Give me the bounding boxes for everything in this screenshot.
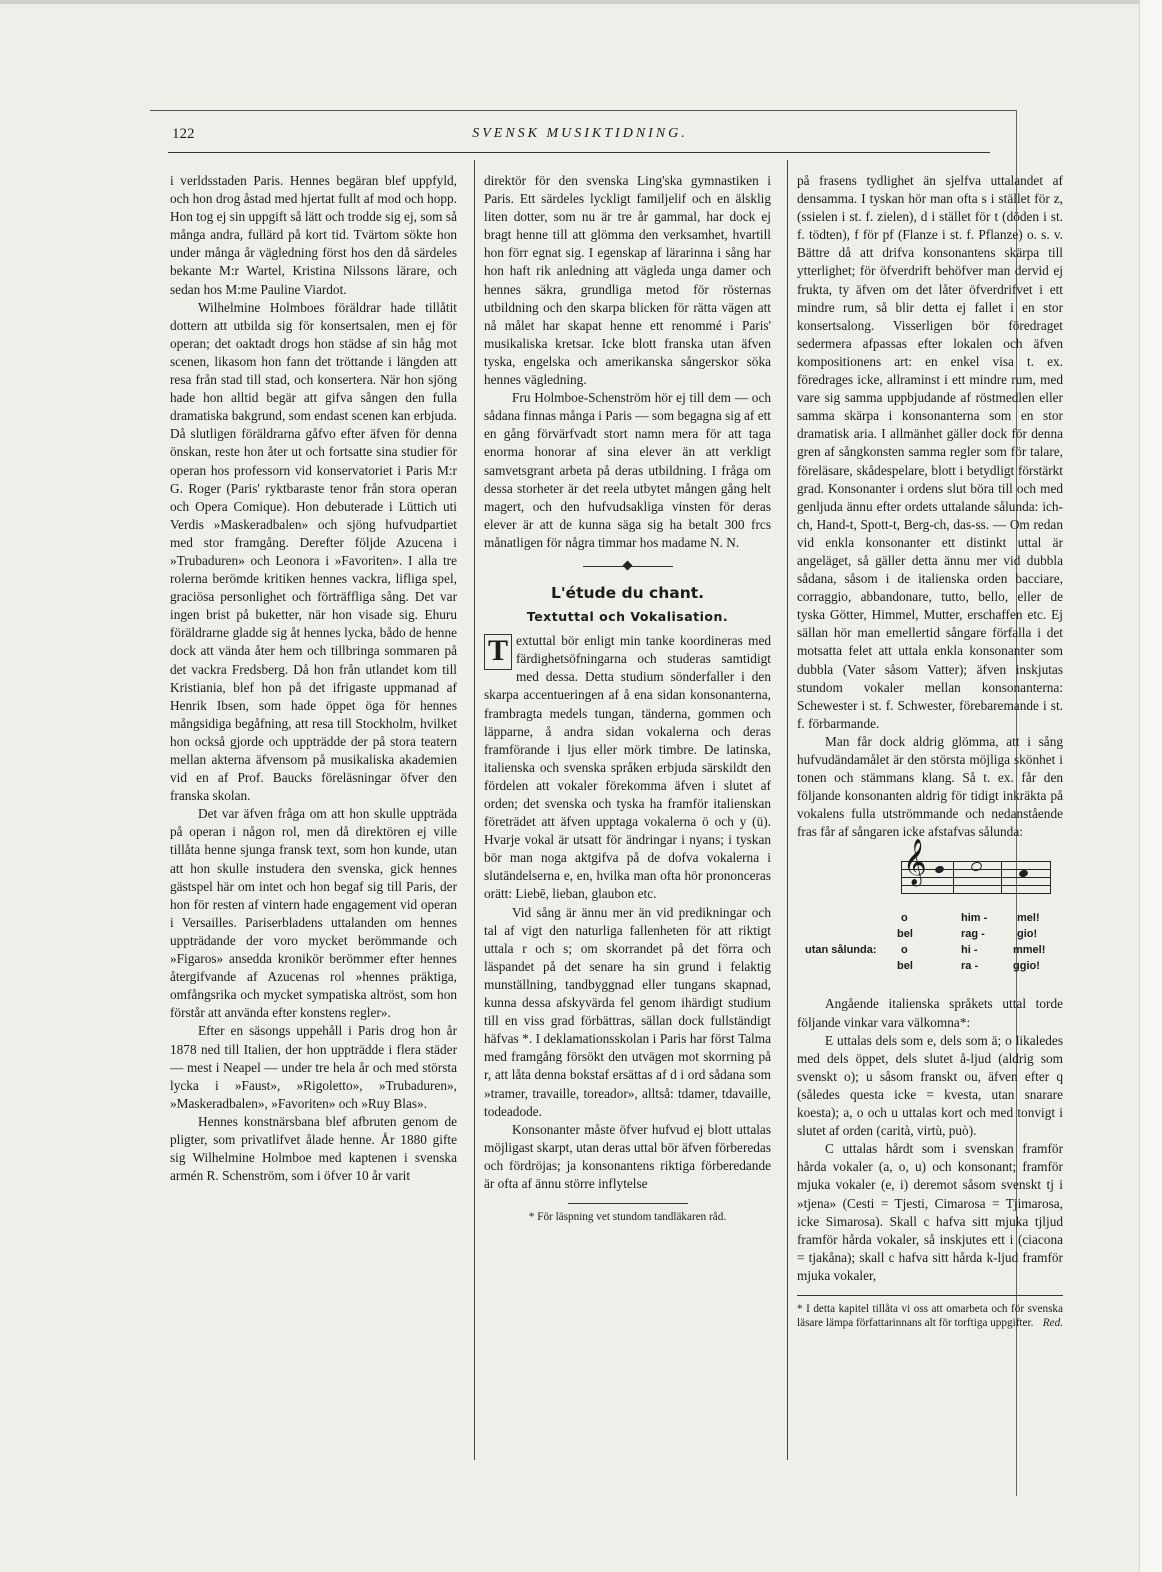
scan-edge-top xyxy=(0,0,1162,4)
lyric: bel xyxy=(897,960,913,973)
footnote: * För läspning vet stundom tandläkaren råd. xyxy=(528,1211,727,1224)
paragraph: Det var äfven fråga om att hon skulle uppträda på operan i någon rol, men då direktören ej ville tillåta henne sjunga fransk text, som hon kunde, utan att hon skulle instudera den svenska, gick hennes gästspel här om intet och hon begaf sig till Paris, der hon för resten af vintern hade engagement vid operan i Versailles. Pariserbladens uttalanden om hennes uppträdande der voro mycket berömmande och »Figaros» ansedda kronikör berömmer efter hennes återgifvande af Azucenas rol »hennes präktiga, omfångsrika och mycket sympatiska altröst, som hon förstår att använda efter konstens regler». xyxy=(170,806,457,1021)
lyric: o xyxy=(901,912,908,925)
paragraph: Wilhelmine Holmboes föräldrar hade tillåtit dottern att utbilda sig för konsertsalen, men ej för operan; det oaktadt drogs hon städse af sin håg mot scenen, likasom hon fann det tröttande i längden att resa från stad till stad, och konsertera. När hon sjöng hade hon alltid begär att gifva sången den fulla dramatiska bakgrund, som endast scenen kan erbjuda. Då slutligen föräldrarna gåfvo efter äfven för denna önskan, reste hon åter ut och fortsatte sina studier för operan hos professorn vid konservatoriet i Paris M:r G. Roger (Paris' ryktbaraste tenor från stora operan och Opera Comique). Hon debuterade i Lüttich uti Verdis »Maskeradbalen» och sjöng hufvudpartiet med stor framgång. Derefter följde Azucena i »Trubaduren» och Leonora i »Favoriten». I alla tre rolerna berömde kritiken hennes vackra, lifliga spel, graciösa personlighet och förträffliga sång. Det var ingen brist på buketter, när hon visade sig. Ehuru föräldrarne gladde sig åt hennes lycka, bådo de henne dock att vända åter hem och tillbringa sommaren på det vackra Fredsberg. Då hon från utlandet kom till Kristiania, blef hon på det ifrigaste uppmanad af Henrik Ibsen, som hade öppet öga för hennes mångsidiga begåfning, att resa till Stockholm, hvilket hon också gjorde och uppträdde der på stora teatern mellan akterna äfvensom på musikaliska akademien vid en af Prof. Baucks föreläsningar öfver den franska skolan. xyxy=(170,299,457,804)
music-note xyxy=(934,865,945,875)
footnote xyxy=(797,1302,1063,1330)
lyric: hi - xyxy=(961,944,978,957)
paragraph: Konsonanter måste öfver hufvud ej blott uttalas möjligast skarpt, utan deras uttal bör äfven förberedas och fördröjas; ja konsonantens riktiga förberedande är ofta af ännu större inflytelse xyxy=(484,1121,771,1191)
music-example xyxy=(797,839,1063,985)
paragraph: på frasens tydlighet än sjelfva uttalandet af densamma. I tyskan hör man ofta s i stället för z, (ssielen i st. f. zielen), d i stället för t (döden i st. f. tödten), f för pf (Flanze i st. f. Pflanze) o. s. v. Bättre då att drifva konsonantens skärpa till ytterlighet; för öfverdrift behöfver man dervid ej frukta, ty äfven om det låter öfverdrifvet i ett mindre rum, så blir detta ej fallet i en stor konsertsalong. Visserligen bör föredraget sedermera afpassas efter lokalen och äfven kompositionens art: en enkel visa t. ex. föredrages icke, allraminst i ett mindre rum, med vare sig samma uppbjudande af röstmedlen eller samma skärpa i konsonanterna som en stor dramatisk aria. I allmänhet gäller dock för denna gren af sångkonsten samma regler som för talare, föreläsare, skådespelare, blott i betydligt förstärkt grad. Konsonanter i ordens slut böra till och med genljuda ännu efter ordets uttalande sålunda: ich-ch, Hand-t, Spott-t, Berg-ch, das-ss. — Om redan vid enkla konsonanter ett distinkt uttal är angeläget, så gäller detta ännu mer vid dubbla sådana, såsom i de italienska orden bacciare, corraggio, abbandonare, tutto, bello, eller de tyska Götter, Himmel, Mutter, erschaffen etc. Ej sällan hör man emellertid sångare förfalla i det motsatta felet att uttala enkla konsonanter som dubbla (Vater såsom Vatter); äfven inskjutas stundom vokaler mellan konsonanterna: Schewester i st. f. Schwester, förebaremande i st. f. förbarmande. xyxy=(797,173,1063,731)
section-subtitle: Textuttal och Vokalisation. xyxy=(526,609,729,625)
column-rule-1 xyxy=(474,160,475,1460)
lyric: mmel! xyxy=(1013,944,1046,957)
lyric: bel xyxy=(897,928,913,941)
paragraph: E uttalas dels som e, dels som ä; o likaledes med dels öppet, dels slutet å-ljud (aldrig som svenskt o); u såsom franskt ou, äfven efter q (således questa icke = kvesta, utan snarare koesta); a, o och u uttalas kort och med tonvigt i slutet af orden (carità, virtù, può). xyxy=(797,1032,1063,1139)
paragraph: Angående italienska språkets uttal torde följande vinkar vara välkomna*: xyxy=(797,996,1063,1030)
page-number: 122 xyxy=(172,126,195,142)
paragraph: i verldsstaden Paris. Hennes begäran blef uppfyld, och hon drog åstad med hjertat fullt af mod och hopp. Hon tog ej sin uppgift så lätt och trodde sig ej, som så många andra, fullärd på kort tid. Tvärtom sökte hon under många år vägledning först hos den då särdeles bekante M:r Wartel, Kristina Nilssons lärare, och sedan hos M:me Pauline Viardot. xyxy=(170,173,457,297)
scan-edge-right xyxy=(1139,0,1162,1572)
paragraph-text: extuttal bör enligt min tanke koordineras med färdighetsöfningarna och studeras samtidigt med dessa. Detta studium sönderfaller i den skarpa accentueringen af å ena sidan konsonanterna, frambragta medels tungan, tänderna, gommen och läpparne, å andra sidan vokalerna och deras framförande i ljus eller mörk timbre. De latinska, italienska och svenska språken erbjuda särskildt den fördelen att vokaler förekomma äfven i slutet af orden; det svenska och tyska ha framför italienskan företrädet att äfven upptaga vokalerna ö och y (ü). Hvarje vokal är utsatt för ändringar i nyans; i tyskan bör man noga aktgifva på de dofva vokalerna i slutändelserna e, en, hvilka man ofta hör prononceras orätt: Liebē, lieban, glaubon etc. xyxy=(484,633,771,902)
lyric: ggio! xyxy=(1013,960,1040,973)
lyric: o xyxy=(901,944,908,957)
music-note xyxy=(970,861,983,873)
journal-title: SVENSK MUSIKTIDNING. xyxy=(472,126,688,141)
column-1 xyxy=(170,172,457,1185)
footnote-rule xyxy=(568,1203,688,1204)
section-divider-ornament xyxy=(583,562,673,570)
lyric: ra - xyxy=(961,960,979,973)
paragraph: C uttalas hårdt som i svenskan framför hårda vokaler (a, o, u) och konsonant; framför mjuka vokaler (e, i) deremot såsom svenskt tj i »tjena» (Cesti = Tjesti, Cimarosa = Tjimarosa, icke Simarosa). Skall c hafva sitt mjuka tjljud framför hårda vokaler, så inskjutes ett i (ciacona = tjakåna); skall c hafva sitt hårda k-ljud framför mjuka vokaler, xyxy=(797,1141,1063,1283)
lyric-label: utan sålunda: xyxy=(805,944,877,957)
column-3 xyxy=(797,172,1063,1330)
paragraph: Fru Holmboe-Schenström hör ej till dem — och sådana finnas många i Paris — som begagna sig af ett en gång förvärfvadt stort namn mera för att taga enorma honorar af sina elever än att verkligt samvetsgrant arbeta på deras utbildning. I fråga om dessa storheter är det reela utbytet mången gång helt magert, och den hufvudsakliga vinsten för deras elever är att de kunna säga sig ha betalt 300 frcs månatligen för några timmar hos madame N. N. xyxy=(484,390,771,550)
paragraph: Hennes konstnärsbana blef afbruten genom de pligter, som privatlifvet ålade henne. År 1880 gifte sig Wilhelmine Holmboe med kaptenen i svenska armén R. Schenström, som i öfver 10 år varit xyxy=(170,1113,457,1184)
running-header xyxy=(170,124,990,148)
lyric: him - xyxy=(961,912,988,925)
paragraph: Man får dock aldrig glömma, att i sång hufvudändamålet är den största möjliga skönhet i tonen och stämmans klang. Så t. ex. får den följande konsonanten aldrig för tidigt inkräkta på vokalens fulla utströmmande och nedanstående fras får af sångaren icke afstafvas sålunda: xyxy=(797,733,1063,840)
footnote-rule xyxy=(797,1295,1063,1296)
lyric: mel! xyxy=(1017,912,1040,925)
article-first-paragraph xyxy=(484,632,771,903)
header-rule xyxy=(168,152,990,153)
dropcap-letter: T xyxy=(484,634,512,670)
column-rule-2 xyxy=(787,160,788,1460)
lyric: rag - xyxy=(961,928,985,941)
footnote-text: * I detta kapitel tillåta vi oss att omarbeta och för svenska läsare lämpa författarinnans alt för torftiga uppgifter. xyxy=(797,1302,1063,1329)
footnote-signature: Red. xyxy=(1042,1316,1063,1329)
paragraph: direktör för den svenska Ling'ska gymnastiken i Paris. Ett särdeles lyckligt familjelif och en älsklig liten dotter, som nu är tre år gammal, har dock ej bragt henne till att glömma den verksamhet, hvartill hon förr egnat sig. I egenskap af lärarinna i sång har hon haft rik anledning att vägleda unga damer och hennes säkra, grundliga metod för rösternas utbildning och den skarpa blicken för rätta vägen att nå målet har skapat henne ett renommé i Paris' musikaliska kretsar. Icke blott franska utan äfven tyska, engelska och amerikanska sångerskor söka hennes vägledning. xyxy=(484,173,771,388)
column-2 xyxy=(484,172,771,1224)
music-staff xyxy=(901,839,1051,901)
lyric: gio! xyxy=(1017,928,1038,941)
paragraph: Efter en säsongs uppehåll i Paris drog hon år 1878 ned till Italien, der hon uppträdde i flera städer — mest i Neapel — under tre hela år och med största lycka i »Faust», »Rigoletto», »Trubaduren», »Maskeradbalen», »Favoriten» och »Ruy Blas». xyxy=(170,1023,457,1111)
paragraph: Vid sång är ännu mer än vid predikningar och tal af vigt den naturliga fallenheten för att riktigt uttala r och s; om skorrandet på det förra och läspandet på det senare ha sin grund i felaktig munställning, tandbyggnad eller tungans skapnad, kunna dessa afskyvärda fel genom ihärdigt studium till en viss grad förbättras, sällan dock fullständigt häfvas *. I deklamationsskolan i Paris har först Talma med framgång försökt den utvägen mot skorrning på r, att låta denna bokstaf ersättas af d i ord sådana som »tramer, travaille, toreador», alltså: tdamer, tdavaille, todeadode. xyxy=(484,904,771,1119)
treble-clef-icon: 𝄞 xyxy=(903,839,927,886)
section-title: L'étude du chant. xyxy=(550,583,705,602)
